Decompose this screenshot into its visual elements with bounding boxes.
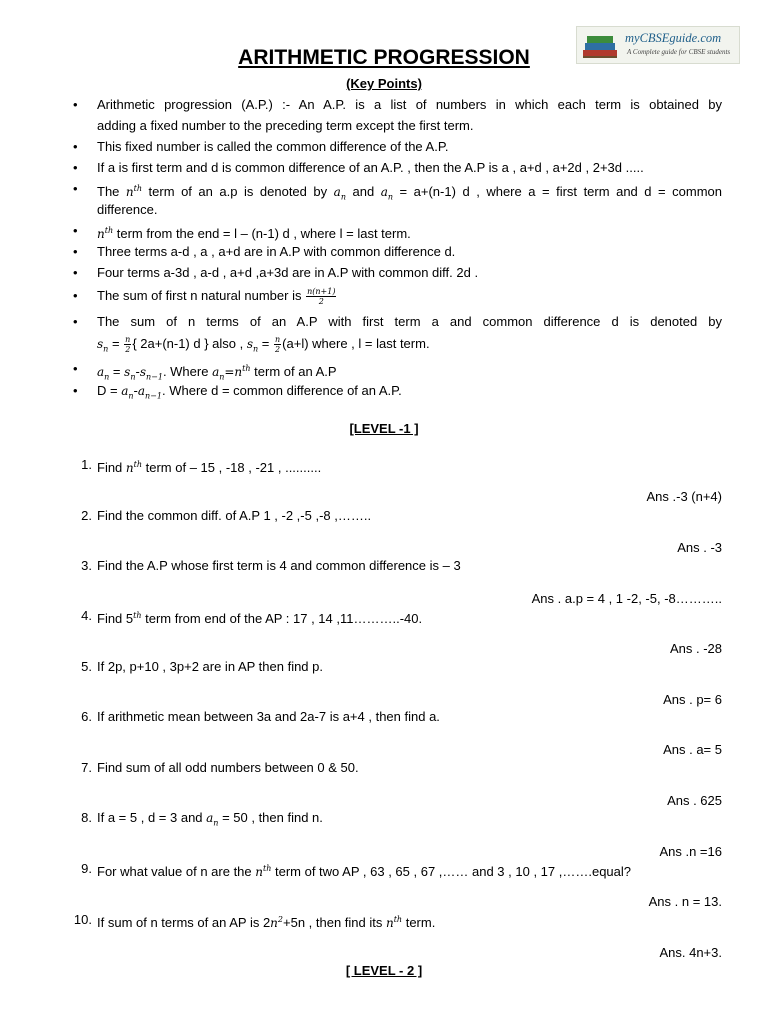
- nth-symbol: $n^{th}$: [255, 864, 272, 879]
- key-point-text: The sum of first n natural number is: [97, 288, 306, 303]
- fraction: $\frac{n}{2}$: [275, 335, 281, 355]
- s-n-symbol: $s_n$: [124, 365, 136, 382]
- s-n-symbol: $s_n$: [97, 337, 109, 354]
- question-number: 2.: [81, 508, 92, 523]
- question-2: [81, 507, 722, 525]
- question-8: [81, 809, 722, 832]
- bullet-icon: •: [73, 265, 78, 280]
- bullet-icon: •: [73, 361, 78, 376]
- s-n-symbol: $s_n$: [246, 337, 259, 354]
- key-point-9-cont: $s_n$ = $\frac{n}{2}$ { 2a+(n-1) d } also , $s_n$ = $\frac{n}{2}$ (a+l) where , l = last term.: [97, 335, 430, 355]
- answer-4: Ans . -28: [669, 641, 722, 656]
- key-point-text: (a+l) where , l = last term.: [282, 336, 430, 351]
- question-text: term of two AP , 63 , 65 , 67 ,…… and 3 , 10 , 17 ,…….equal?: [271, 864, 632, 879]
- question-7: [81, 759, 722, 777]
- question-number: 10.: [73, 912, 92, 927]
- logo-brand: myCBSEguide.com: [625, 31, 722, 45]
- question-number: 9.: [81, 861, 92, 876]
- key-point-text: If a is first term and d is common difference of an A.P. , then the A.P is a , a+d , a+2d , 2+3d .....: [97, 160, 644, 175]
- a-n-symbol: $a_n$: [380, 185, 394, 202]
- key-point-text: { 2a+(n-1) d } also ,: [132, 336, 247, 351]
- n-squared-symbol: $n^2$: [270, 915, 283, 930]
- question-text: = 50 , then find n.: [218, 810, 323, 825]
- key-point-text: Three terms a-d , a , a+d are in A.P with common difference d.: [97, 244, 456, 259]
- question-number: 6.: [81, 709, 92, 724]
- question-text: If 2p, p+10 , 3p+2 are in AP then find p.: [97, 659, 323, 674]
- a-n-symbol: $a_n$: [333, 185, 346, 202]
- answer-9: Ans . n = 13.: [648, 894, 722, 909]
- answer-5: Ans . p= 6: [663, 692, 722, 707]
- key-point-text: This fixed number is called the common difference of the A.P.: [97, 139, 449, 154]
- bullet-icon: •: [73, 223, 78, 238]
- key-point-text: term from the end = l – (n-1) d , where l = last term.: [113, 226, 411, 241]
- a-n-symbol: $a_n$: [206, 811, 219, 828]
- question-number: 4.: [81, 608, 92, 623]
- key-point-2: [73, 136, 722, 157]
- nth-symbol: $n^{th}$: [125, 460, 143, 475]
- level-2-heading: [ LEVEL - 2 ]: [345, 963, 423, 978]
- answer-3: Ans . a.p = 4 , 1 -2, -5, -8………..: [531, 591, 722, 606]
- key-point-7: [73, 262, 722, 283]
- question-text: If a = 5 , d = 3 and: [97, 810, 207, 825]
- key-point-text: Arithmetic progression (A.P.) :- An A.P. is a list of numbers in which each term is obtained by: [97, 97, 722, 112]
- bullet-icon: •: [73, 160, 78, 175]
- question-text: Find sum of all odd numbers between 0 & 50.: [97, 760, 359, 775]
- fraction: $\frac{n(n+1)}{2}$: [307, 287, 336, 307]
- a-n-symbol: $a_n$: [121, 384, 134, 401]
- question-4: [81, 607, 722, 628]
- logo-tagline: A Complete guide for CBSE students: [627, 48, 731, 56]
- key-point-text: The: [97, 184, 126, 199]
- key-point-4-cont: [97, 199, 722, 220]
- question-text: +5n , then find its: [283, 915, 386, 930]
- key-point-text: = a+(n-1) d , where a = first term and d = common: [393, 184, 722, 199]
- question-text: term.: [402, 915, 436, 930]
- question-number: 7.: [81, 760, 92, 775]
- answer-10: Ans. 4n+3.: [659, 945, 722, 960]
- a-n-symbol: $a_n$: [212, 365, 225, 382]
- question-text: term from end of the AP : 17 , 14 ,11………..-40.: [141, 611, 423, 626]
- question-text: If sum of n terms of an AP is 2: [97, 915, 271, 930]
- key-point-text: difference.: [97, 202, 158, 217]
- answer-8: Ans .n =16: [659, 844, 722, 859]
- question-3: [81, 557, 722, 575]
- question-9: [81, 860, 722, 881]
- answer-7: Ans . 625: [667, 793, 722, 808]
- key-point-10: • $a_n = s_n-s_{n-1}$. Where $a_n=n^{th}$ term of an A.P: [97, 358, 722, 387]
- bullet-icon: •: [73, 181, 78, 196]
- question-number: 5.: [81, 659, 92, 674]
- key-point-3: [73, 157, 722, 178]
- question-6: [81, 708, 722, 726]
- key-point-text: term of an a.p is denoted by: [142, 184, 334, 199]
- nth-symbol: $n^{th}$: [385, 915, 403, 930]
- key-point-text: Four terms a-3d , a-d , a+d ,a+3d are in A.P with common diff. 2d .: [97, 265, 479, 280]
- nth-symbol: $n^{th}$: [97, 226, 114, 241]
- bullet-icon: •: [73, 244, 78, 259]
- key-point-text: . Where d = common difference of an A.P.: [161, 383, 402, 398]
- question-text: Find the common diff. of A.P 1 , -2 ,-5 ,-8 ,……..: [97, 508, 372, 523]
- key-point-6: [73, 241, 722, 262]
- question-text: For what value of n are the: [97, 864, 256, 879]
- nth-symbol: $=n^{th}$: [224, 364, 251, 379]
- answer-1: Ans .-3 (n+4): [646, 489, 722, 504]
- question-number: 3.: [81, 558, 92, 573]
- th-superscript: th: [133, 611, 142, 620]
- answer-2: Ans . -3: [677, 540, 722, 555]
- bullet-icon: •: [73, 314, 78, 329]
- question-5: [81, 658, 722, 676]
- key-point-text: adding a fixed number to the preceding term except the first term.: [97, 118, 474, 133]
- question-text: Find: [97, 460, 126, 475]
- nth-symbol: $n^{th}$: [125, 184, 143, 199]
- page-title: ARITHMETIC PROGRESSION: [238, 46, 530, 69]
- bullet-icon: •: [73, 139, 78, 154]
- question-number: 8.: [81, 810, 92, 825]
- level-1-heading: [LEVEL -1 ]: [349, 421, 419, 436]
- key-point-text: D =: [97, 383, 122, 398]
- a-n-minus-1-symbol: $a_{n-1}$: [137, 384, 162, 401]
- key-point-1: [73, 94, 722, 115]
- fraction: $\frac{n}{2}$: [125, 335, 131, 355]
- key-point-9: [73, 311, 722, 332]
- question-text: Find 5: [97, 611, 134, 626]
- question-text: If arithmetic mean between 3a and 2a-7 is a+4 , then find a.: [97, 709, 440, 724]
- question-text: term of – 15 , -18 , -21 , ..........: [142, 460, 322, 475]
- bullet-icon: •: [73, 97, 78, 112]
- key-point-8: [73, 285, 722, 307]
- question-text: Find the A.P whose first term is 4 and common difference is – 3: [97, 558, 461, 573]
- s-n-minus-1-symbol: $s_{n-1}$: [139, 365, 163, 382]
- key-point-1-cont: [97, 115, 722, 136]
- answer-6: Ans . a= 5: [663, 742, 722, 757]
- key-point-text: term of an A.P: [250, 364, 337, 379]
- question-1: [81, 456, 722, 477]
- page-subtitle: (Key Points): [346, 76, 422, 91]
- question-10: [73, 911, 722, 932]
- question-number: 1.: [81, 457, 92, 472]
- key-point-text: and: [345, 184, 381, 199]
- a-n-symbol: $a_n$: [97, 365, 110, 382]
- bullet-icon: •: [73, 288, 78, 303]
- bullet-icon: •: [73, 383, 78, 398]
- key-point-text: . Where: [162, 364, 213, 379]
- key-point-text: The sum of n terms of an A.P with first term a and common difference d is denoted by: [97, 314, 722, 329]
- key-point-11: • $D = a_n-a_{n-1}$. Where d = common difference of an A.P.: [97, 380, 722, 406]
